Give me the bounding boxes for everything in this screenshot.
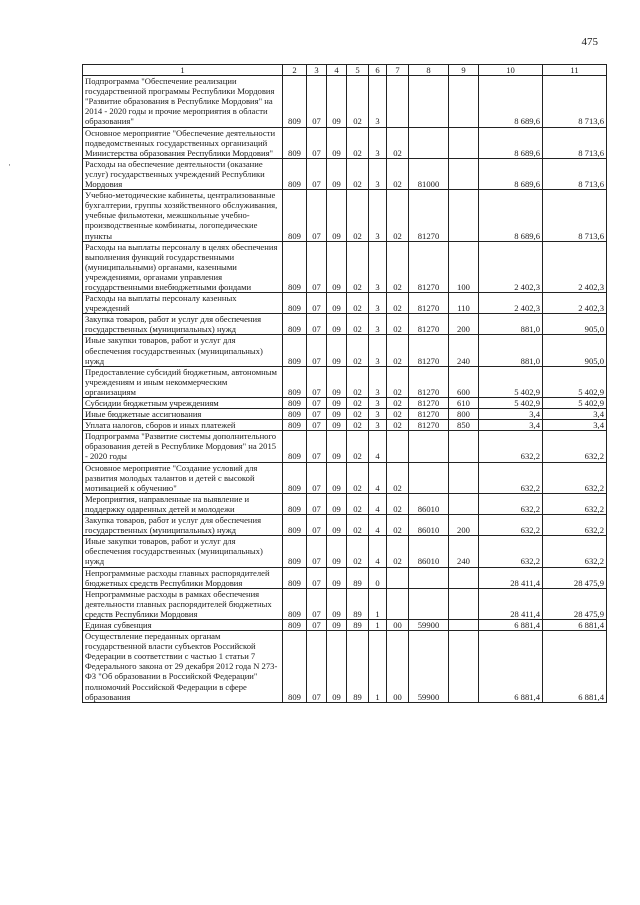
admin-code: 809 [283,567,307,588]
amount-year-1: 632,2 [479,462,543,493]
amount-year-2: 632,2 [543,431,607,462]
header-col-4: 4 [327,65,347,76]
table-row [83,241,607,292]
amount-year-2: 3,4 [543,409,607,420]
subprogram-code: 3 [369,366,387,397]
subprogram-code: 4 [369,493,387,514]
event-code: 02 [387,398,409,409]
amount-year-1: 632,2 [479,493,543,514]
expense-type-code: 100 [449,241,479,292]
table-row [83,515,607,536]
subprogram-code: 3 [369,158,387,189]
section-code: 07 [307,588,327,619]
event-code: 00 [387,631,409,703]
expense-type-code [449,567,479,588]
table-row [83,536,607,567]
direction-code: 81270 [409,366,449,397]
subsection-code: 09 [327,515,347,536]
admin-code: 809 [283,241,307,292]
event-code: 02 [387,335,409,366]
subprogram-code: 1 [369,619,387,630]
table-row [83,462,607,493]
table-row [83,567,607,588]
header-col-10: 10 [479,65,543,76]
direction-code: 59900 [409,619,449,630]
row-description: Расходы на обеспечение деятельности (оказание услуг) государственных учреждений Республики Мордовия [83,158,283,189]
admin-code: 809 [283,431,307,462]
direction-code: 81270 [409,293,449,314]
row-description: Единая субвенция [83,619,283,630]
subprogram-code: 1 [369,631,387,703]
row-description: Непрограммные расходы главных распорядителей бюджетных средств Республики Мордовия [83,567,283,588]
amount-year-1: 8 689,6 [479,190,543,241]
amount-year-1: 6 881,4 [479,631,543,703]
table-row [83,76,607,127]
admin-code: 809 [283,631,307,703]
table-row [83,631,607,703]
amount-year-1: 881,0 [479,335,543,366]
subsection-code: 09 [327,588,347,619]
table-row [83,335,607,366]
amount-year-2: 632,2 [543,493,607,514]
event-code: 02 [387,420,409,431]
program-code: 89 [347,619,369,630]
subsection-code: 09 [327,420,347,431]
event-code: 02 [387,462,409,493]
subprogram-code: 1 [369,588,387,619]
direction-code [409,76,449,127]
amount-year-2: 3,4 [543,420,607,431]
header-col-11: 11 [543,65,607,76]
subprogram-code: 0 [369,567,387,588]
event-code: 02 [387,536,409,567]
program-code: 02 [347,536,369,567]
row-description: Непрограммные расходы в рамках обеспечения деятельности главных распорядителей бюджетных средств Республики Мордовия [83,588,283,619]
subprogram-code: 3 [369,314,387,335]
budget-table [82,64,607,703]
direction-code: 81000 [409,158,449,189]
section-code: 07 [307,567,327,588]
section-code: 07 [307,190,327,241]
subsection-code: 09 [327,462,347,493]
subprogram-code: 3 [369,420,387,431]
event-code: 02 [387,158,409,189]
amount-year-2: 28 475,9 [543,567,607,588]
program-code: 89 [347,631,369,703]
row-description: Иные закупки товаров, работ и услуг для обеспечения государственных (муниципальных) нужд [83,335,283,366]
section-code: 07 [307,515,327,536]
amount-year-1: 2 402,3 [479,241,543,292]
expense-type-code: 240 [449,335,479,366]
amount-year-1: 2 402,3 [479,293,543,314]
section-code: 07 [307,366,327,397]
direction-code [409,462,449,493]
section-code: 07 [307,420,327,431]
event-code: 02 [387,127,409,158]
expense-type-code: 600 [449,366,479,397]
event-code: 02 [387,493,409,514]
program-code: 02 [347,293,369,314]
amount-year-1: 28 411,4 [479,588,543,619]
event-code: 02 [387,366,409,397]
admin-code: 809 [283,493,307,514]
subsection-code: 09 [327,567,347,588]
direction-code: 81270 [409,241,449,292]
program-code: 02 [347,335,369,366]
table-row [83,158,607,189]
amount-year-2: 632,2 [543,462,607,493]
subprogram-code: 4 [369,515,387,536]
table-row [83,431,607,462]
event-code: 02 [387,314,409,335]
event-code [387,76,409,127]
program-code: 02 [347,409,369,420]
program-code: 02 [347,127,369,158]
amount-year-2: 2 402,3 [543,293,607,314]
admin-code: 809 [283,515,307,536]
row-description: Иные закупки товаров, работ и услуг для обеспечения государственных (муниципальных) нужд [83,536,283,567]
subsection-code: 09 [327,158,347,189]
expense-type-code [449,127,479,158]
event-code: 02 [387,409,409,420]
row-description: Учебно-методические кабинеты, централизованные бухгалтерии, группы хозяйственного обслуживания, учебные фильмотеки, межшкольные учебно-производственные комбинаты, логопедические пункты [83,190,283,241]
table-row [83,420,607,431]
admin-code: 809 [283,76,307,127]
program-code: 02 [347,314,369,335]
amount-year-1: 632,2 [479,536,543,567]
program-code: 02 [347,515,369,536]
row-description: Закупка товаров, работ и услуг для обеспечения государственных (муниципальных) нужд [83,515,283,536]
subsection-code: 09 [327,493,347,514]
header-row [83,65,607,76]
section-code: 07 [307,314,327,335]
expense-type-code: 200 [449,515,479,536]
section-code: 07 [307,127,327,158]
table-body [83,76,607,703]
admin-code: 809 [283,127,307,158]
program-code: 02 [347,420,369,431]
subprogram-code: 3 [369,335,387,366]
amount-year-1: 3,4 [479,409,543,420]
table-row [83,314,607,335]
admin-code: 809 [283,190,307,241]
table-row [83,190,607,241]
subsection-code: 09 [327,631,347,703]
expense-type-code: 850 [449,420,479,431]
event-code: 00 [387,619,409,630]
expense-type-code [449,76,479,127]
event-code [387,588,409,619]
subprogram-code: 4 [369,431,387,462]
amount-year-2: 28 475,9 [543,588,607,619]
header-col-1: 1 [83,65,283,76]
event-code: 02 [387,515,409,536]
section-code: 07 [307,335,327,366]
direction-code: 81270 [409,420,449,431]
subprogram-code: 3 [369,190,387,241]
subsection-code: 09 [327,76,347,127]
amount-year-2: 905,0 [543,335,607,366]
section-code: 07 [307,536,327,567]
event-code: 02 [387,241,409,292]
section-code: 07 [307,462,327,493]
expense-type-code: 240 [449,536,479,567]
row-description: Субсидии бюджетным учреждениям [83,398,283,409]
subprogram-code: 4 [369,462,387,493]
row-description: Мероприятия, направленные на выявление и поддержку одаренных детей и молодежи [83,493,283,514]
amount-year-2: 2 402,3 [543,241,607,292]
expense-type-code [449,190,479,241]
admin-code: 809 [283,588,307,619]
header-col-3: 3 [307,65,327,76]
admin-code: 809 [283,409,307,420]
amount-year-1: 8 689,6 [479,158,543,189]
section-code: 07 [307,241,327,292]
section-code: 07 [307,409,327,420]
event-code [387,431,409,462]
subprogram-code: 3 [369,241,387,292]
row-description: Закупка товаров, работ и услуг для обеспечения государственных (муниципальных) нужд [83,314,283,335]
direction-code [409,127,449,158]
direction-code [409,431,449,462]
row-description: Расходы на выплаты персоналу казенных учреждений [83,293,283,314]
header-col-9: 9 [449,65,479,76]
row-description: Расходы на выплаты персоналу в целях обеспечения выполнения функций государственными (муниципальными) органами, казенными учреждениями, органами управления государственными внебюджетными фондами [83,241,283,292]
table-row [83,409,607,420]
amount-year-1: 5 402,9 [479,366,543,397]
expense-type-code [449,158,479,189]
section-code: 07 [307,293,327,314]
direction-code: 81270 [409,190,449,241]
subprogram-code: 4 [369,536,387,567]
program-code: 89 [347,588,369,619]
subsection-code: 09 [327,431,347,462]
row-description: Предоставление субсидий бюджетным, автономным учреждениям и иным некоммерческим организациям [83,366,283,397]
amount-year-2: 6 881,4 [543,619,607,630]
subprogram-code: 3 [369,76,387,127]
admin-code: 809 [283,619,307,630]
amount-year-2: 6 881,4 [543,631,607,703]
program-code: 02 [347,431,369,462]
admin-code: 809 [283,462,307,493]
page-number: 475 [581,36,598,48]
program-code: 89 [347,567,369,588]
event-code [387,567,409,588]
row-description: Подпрограмма "Развитие системы дополнительного образования детей в Республике Мордовия" на 2015 - 2020 годы [83,431,283,462]
expense-type-code [449,631,479,703]
subprogram-code: 3 [369,293,387,314]
amount-year-2: 5 402,9 [543,398,607,409]
amount-year-1: 8 689,6 [479,76,543,127]
table-row [83,398,607,409]
amount-year-2: 8 713,6 [543,158,607,189]
direction-code: 81270 [409,314,449,335]
subsection-code: 09 [327,127,347,158]
admin-code: 809 [283,158,307,189]
direction-code: 86010 [409,536,449,567]
table-row [83,293,607,314]
table-row [83,493,607,514]
amount-year-1: 632,2 [479,515,543,536]
amount-year-2: 632,2 [543,536,607,567]
direction-code [409,588,449,619]
amount-year-1: 5 402,9 [479,398,543,409]
subprogram-code: 3 [369,409,387,420]
table-row [83,366,607,397]
program-code: 02 [347,190,369,241]
direction-code: 86010 [409,493,449,514]
direction-code: 86010 [409,515,449,536]
amount-year-2: 8 713,6 [543,190,607,241]
header-col-5: 5 [347,65,369,76]
subprogram-code: 3 [369,127,387,158]
subsection-code: 09 [327,241,347,292]
admin-code: 809 [283,314,307,335]
section-code: 07 [307,158,327,189]
section-code: 07 [307,631,327,703]
amount-year-2: 8 713,6 [543,76,607,127]
amount-year-1: 632,2 [479,431,543,462]
amount-year-1: 3,4 [479,420,543,431]
admin-code: 809 [283,335,307,366]
table-row [83,588,607,619]
admin-code: 809 [283,366,307,397]
table-row [83,127,607,158]
amount-year-1: 881,0 [479,314,543,335]
event-code: 02 [387,293,409,314]
subsection-code: 09 [327,190,347,241]
program-code: 02 [347,241,369,292]
subsection-code: 09 [327,335,347,366]
subsection-code: 09 [327,293,347,314]
expense-type-code [449,588,479,619]
section-code: 07 [307,619,327,630]
section-code: 07 [307,76,327,127]
row-description: Иные бюджетные ассигнования [83,409,283,420]
direction-code: 81270 [409,409,449,420]
expense-type-code: 800 [449,409,479,420]
amount-year-1: 8 689,6 [479,127,543,158]
program-code: 02 [347,366,369,397]
row-description: Осуществление переданных органам государственной власти субъектов Российской Федерации в соответствии с частью 1 статьи 7 Федерального закона от 29 декабря 2012 года N 273-ФЗ "Об образовании в Российской Федерации" полномочий Российской Федерации в сфере образования [83,631,283,703]
expense-type-code [449,462,479,493]
subsection-code: 09 [327,314,347,335]
direction-code: 59900 [409,631,449,703]
section-code: 07 [307,431,327,462]
event-code: 02 [387,190,409,241]
amount-year-2: 5 402,9 [543,366,607,397]
row-description: Подпрограмма "Обеспечение реализации государственной программы Республики Мордовия "Развитие образования в Республике Мордовия" на 2014 - 2020 годы и прочие мероприятия в области образования" [83,76,283,127]
subsection-code: 09 [327,619,347,630]
admin-code: 809 [283,293,307,314]
amount-year-2: 905,0 [543,314,607,335]
admin-code: 809 [283,398,307,409]
subsection-code: 09 [327,409,347,420]
amount-year-2: 632,2 [543,515,607,536]
admin-code: 809 [283,536,307,567]
row-description: Основное мероприятие "Создание условий для развития молодых талантов и детей с высокой мотивацией к обучению" [83,462,283,493]
margin-mark: · [8,160,11,170]
program-code: 02 [347,76,369,127]
expense-type-code: 610 [449,398,479,409]
expense-type-code [449,431,479,462]
row-description: Основное мероприятие "Обеспечение деятельности подведомственных государственных организаций Министерства образования Республики Мордовия" [83,127,283,158]
header-col-2: 2 [283,65,307,76]
subsection-code: 09 [327,398,347,409]
subsection-code: 09 [327,536,347,567]
direction-code: 81270 [409,398,449,409]
program-code: 02 [347,462,369,493]
amount-year-2: 8 713,6 [543,127,607,158]
expense-type-code: 110 [449,293,479,314]
subprogram-code: 3 [369,398,387,409]
table-row [83,619,607,630]
header-col-8: 8 [409,65,449,76]
expense-type-code [449,493,479,514]
program-code: 02 [347,158,369,189]
program-code: 02 [347,493,369,514]
section-code: 07 [307,493,327,514]
expense-type-code: 200 [449,314,479,335]
admin-code: 809 [283,420,307,431]
row-description: Уплата налогов, сборов и иных платежей [83,420,283,431]
subsection-code: 09 [327,366,347,397]
expense-type-code [449,619,479,630]
header-col-6: 6 [369,65,387,76]
direction-code: 81270 [409,335,449,366]
amount-year-1: 6 881,4 [479,619,543,630]
header-col-7: 7 [387,65,409,76]
program-code: 02 [347,398,369,409]
direction-code [409,567,449,588]
section-code: 07 [307,398,327,409]
amount-year-1: 28 411,4 [479,567,543,588]
